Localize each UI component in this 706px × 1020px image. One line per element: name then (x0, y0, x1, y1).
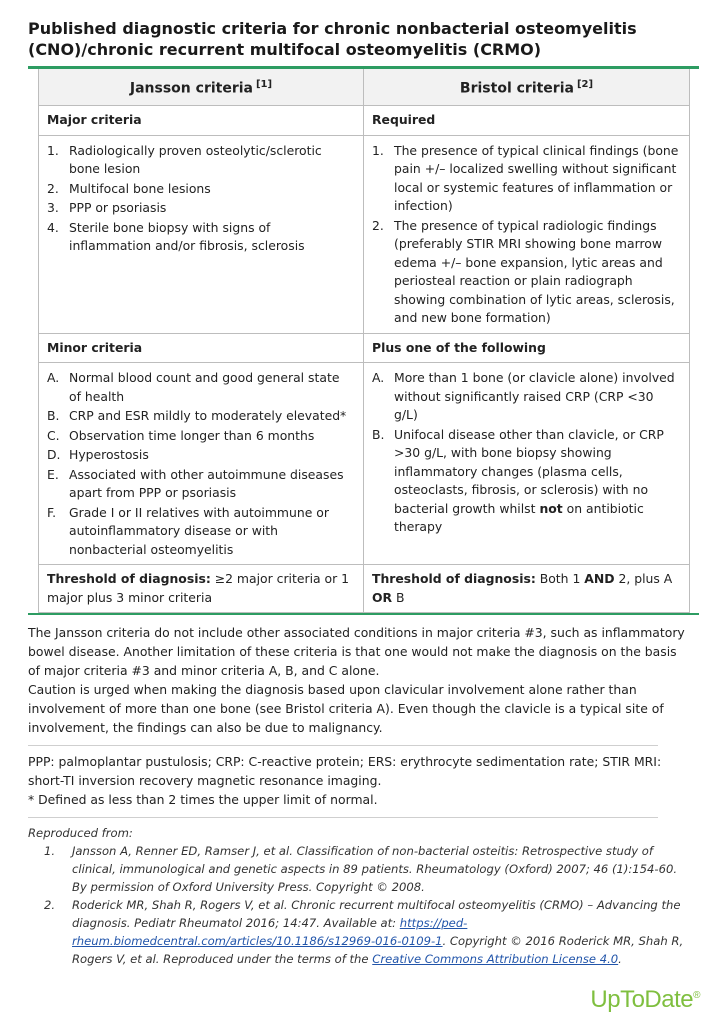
article-link[interactable]: https://ped-rheum.biomedcentral.com/articles/10.1186/s12969-016-0109-1 (72, 916, 468, 948)
list-item: 2. Roderick MR, Shah R, Rogers V, et al. Chronic recurrent multifocal osteomyelitis (CRMO) – Advancing the diagnosis. Pediatr Rheumatol 2016; 14:47. Available at: https://ped-rheum.biomedcentral.com/articles/10.1186/s12969-016-0109-1. Copyright © 2016 Roderick MR, Shah R, Rogers V, et al. Reproduced under the terms of the Creative Commons Attribution License 4.0. (44, 898, 684, 966)
reproduced-label: Reproduced from: (28, 826, 133, 840)
required-label: Required (364, 106, 690, 136)
bristol-header: Bristol criteria [2] (364, 69, 690, 106)
jansson-header: Jansson criteria [1] (39, 69, 364, 106)
list-item: 1. Jansson A, Renner ED, Ramser J, et al. Classification of non-bacterial osteitis: Retrospective study of clinical, immunological and genetic aspects in 89 patients. Rheumatology (Oxford) 2007; 46 (1):154-60. By permission of Oxford University Press. Copyright © 2008. (44, 844, 678, 894)
required-cell (364, 135, 690, 333)
list-item: F. Grade I or II relatives with autoimmune or autoinflammatory disease or with nonbacterial osteomyelitis (47, 504, 329, 557)
abbreviations: PPP: palmoplantar pustulosis; CRP: C-reactive protein; ERS: erythrocyte sedimentation rate; STIR MRI: short-TI inversion recovery magnetic resonance imaging. (28, 754, 662, 788)
list-item: B. Unifocal disease other than clavicle, or CRP >30 g/L, with bone biopsy showing inflammatory changes (plasma cells, osteoclasts, fibrosis, or sclerosis) with no bacterial growth whilst not on antibiotic therapy (372, 426, 664, 534)
note-paragraph: The Jansson criteria do not include other associated conditions in major criteria #3, such as inflammatory bowel disease. Another limitation of these criteria is that one would not make the diagnosis on the basis of major criteria #3 and minor criteria A, B, and C alone. (28, 625, 685, 678)
required-list (372, 142, 681, 328)
list-item: 4. Sterile bone biopsy with signs of inflammation and/or fibrosis, sclerosis (47, 219, 305, 253)
minor-criteria-label: Minor criteria (39, 333, 364, 363)
notes-divider (28, 817, 658, 818)
plus-one-list (372, 369, 681, 537)
list-item: C. Observation time longer than 6 months (47, 427, 315, 443)
major-criteria-cell (39, 135, 364, 333)
list-item: 2. Multifocal bone lesions (47, 180, 211, 196)
minor-criteria-list (47, 369, 355, 559)
list-item: D. Hyperostosis (47, 447, 149, 462)
major-criteria-list (47, 142, 355, 256)
list-item: A. More than 1 bone (or clavicle alone) involved without significantly raised CRP (CRP <30 g/L) (372, 370, 675, 422)
list-item: 3. PPP or psoriasis (47, 200, 167, 215)
page-title: Published diagnostic criteria for chronic nonbacterial osteomyelitis (CNO)/chronic recurrent multifocal osteomyelitis (CRMO) (28, 19, 637, 59)
list-item: B. CRP and ESR mildly to moderately elevated* (47, 408, 347, 423)
uptodate-logo: UpToDate® (590, 986, 700, 1013)
minor-criteria-cell (39, 363, 364, 565)
plus-one-cell (364, 363, 690, 565)
plus-one-label: Plus one of the following (364, 333, 690, 363)
list-item: E. Associated with other autoimmune diseases apart from PPP or psoriasis (47, 466, 344, 500)
bottom-divider (28, 613, 699, 615)
list-item: 1. The presence of typical clinical findings (bone pain +/– localized swelling without significant local or systemic features of inflammation or infection) (372, 142, 679, 213)
criteria-table (38, 69, 690, 613)
ref-link-1[interactable]: [1] (255, 78, 273, 90)
reproduced-from (28, 824, 688, 968)
major-criteria-label: Major criteria (39, 106, 364, 136)
license-link[interactable]: Creative Commons Attribution License 4.0 (372, 952, 619, 966)
ref-link-2[interactable]: [2] (576, 78, 594, 90)
list-item: 2. The presence of typical radiologic findings (preferably STIR MRI showing bone marrow edema +/– bone expansion, lytic areas and periosteal reaction or plain radiograph showing combination of lytic areas, sclerosis, and new bone formation) (372, 217, 675, 325)
note-paragraph: Caution is urged when making the diagnosis based upon clavicular involvement alone rather than involvement of more than one bone (see Bristol criteria A). Even though the clavicle is a typical site of involvement, the findings can also be due to malignancy. (28, 682, 664, 735)
reference-list (28, 842, 688, 968)
notes-divider (28, 745, 658, 746)
bristol-threshold: Threshold of diagnosis: Both 1 AND 2, plus A OR B (364, 565, 690, 613)
list-item: A. Normal blood count and good general state of health (47, 370, 340, 404)
jansson-threshold: Threshold of diagnosis: ≥2 major criteria or 1 major plus 3 minor criteria (39, 565, 364, 613)
notes (28, 623, 688, 818)
footnote: * Defined as less than 2 times the upper limit of normal. (28, 792, 378, 807)
list-item: 1. Radiologically proven osteolytic/sclerotic bone lesion (47, 142, 322, 176)
